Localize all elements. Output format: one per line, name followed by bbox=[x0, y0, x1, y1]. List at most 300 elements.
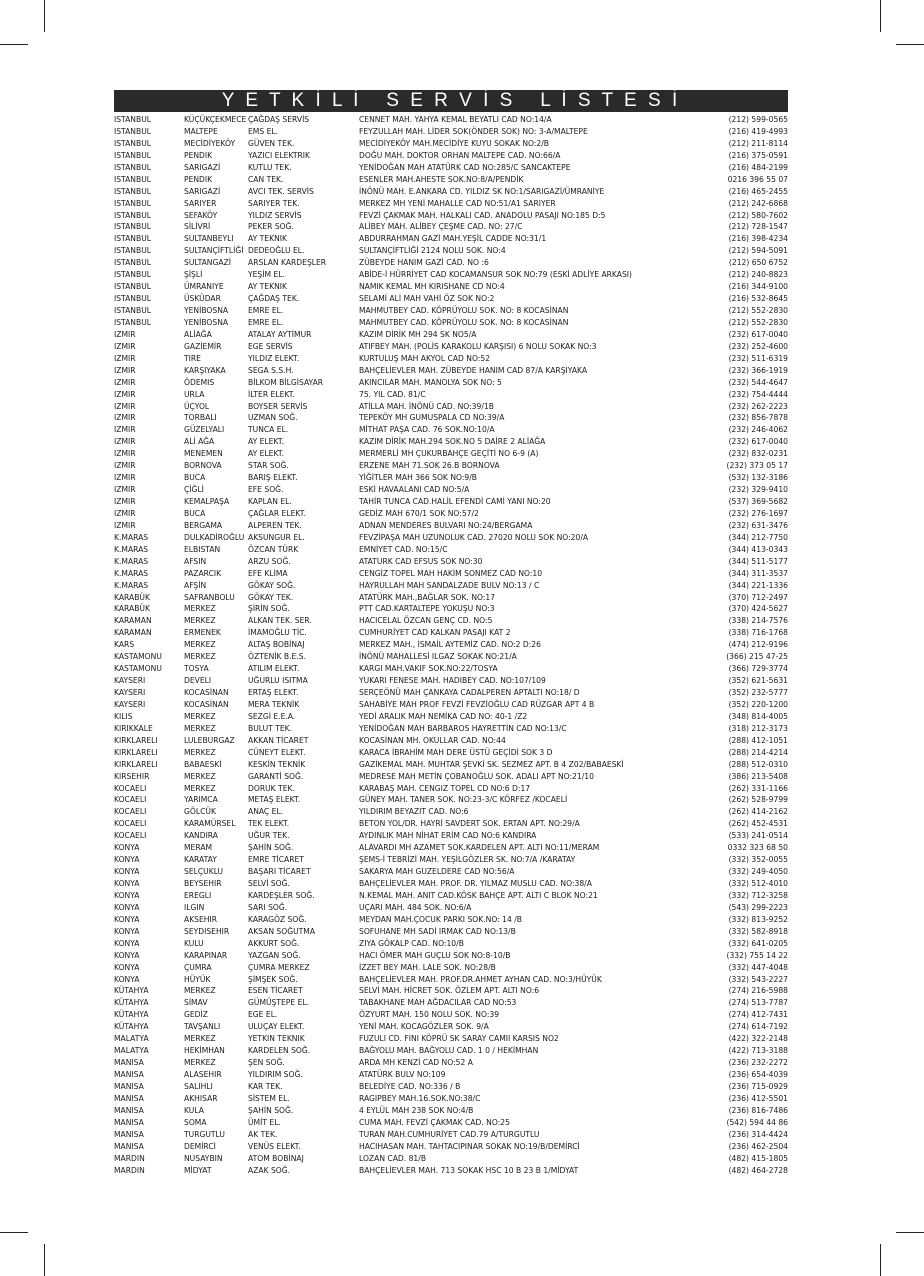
list-item bbox=[114, 592, 788, 604]
district-cell: KARAMÜRSEL bbox=[184, 819, 236, 829]
phone-cell: (216) 484-2199 bbox=[728, 162, 788, 172]
list-item bbox=[114, 1021, 788, 1033]
city-cell: MANISA bbox=[114, 1105, 144, 1115]
service-name-cell: EGE EL. bbox=[248, 1010, 278, 1020]
address-cell: TURAN MAH.CUMHURİYET CAD.79 A/TURGUTLU bbox=[359, 1129, 540, 1139]
phone-cell: (532) 132-3186 bbox=[728, 473, 788, 483]
address-cell: ESENLER MAH.AHESTE SOK.NO:8/A/PENDİK bbox=[359, 174, 524, 184]
list-item bbox=[114, 711, 788, 723]
phone-cell: (262) 528-9799 bbox=[728, 795, 788, 805]
phone-cell: (232) 511-6319 bbox=[728, 353, 788, 363]
district-cell: MERKEZ bbox=[184, 1058, 216, 1068]
service-name-cell: YAZICI ELEKTRIK bbox=[248, 150, 310, 160]
phone-cell: (232) 276-1697 bbox=[728, 508, 788, 518]
list-item bbox=[114, 914, 788, 926]
city-cell: MANISA bbox=[114, 1058, 144, 1068]
city-cell: KONYA bbox=[114, 879, 140, 888]
service-name-cell: EFE KLİMA bbox=[248, 568, 288, 578]
phone-cell: (232) 262-2223 bbox=[728, 401, 788, 411]
phone-cell: (344) 221-1336 bbox=[728, 580, 788, 590]
address-cell: YEDİ ARALIK MAH NEMİKA CAD NO: 40-1 /Z2 bbox=[359, 711, 528, 721]
city-cell: IZMIR bbox=[114, 413, 136, 423]
address-cell: GÜNEY MAH. TANER SOK. NO:23-3/C KÖRFEZ /KOCAELİ bbox=[359, 795, 568, 805]
address-cell: HACI ÖMER MAH GUÇLU SOK NO:8-10/B bbox=[359, 950, 511, 960]
district-cell: KARATAY bbox=[184, 855, 217, 865]
phone-cell: (232) 631-3476 bbox=[728, 520, 788, 530]
list-item bbox=[114, 377, 788, 389]
phone-cell: (236) 654-4039 bbox=[728, 1070, 788, 1079]
district-cell: TIRE bbox=[184, 353, 201, 363]
district-cell: YENİBOSNA bbox=[184, 306, 229, 315]
district-cell: HEKİMHAN bbox=[184, 1046, 225, 1056]
address-cell: MERKEZ MAH., İSMAİL AYTEMİZ CAD. NO:2 D:26 bbox=[359, 640, 541, 650]
district-cell: MERKEZ bbox=[184, 747, 216, 757]
city-cell: KIRKLARELI bbox=[114, 759, 158, 769]
service-name-cell: KARDELEN SOĞ. bbox=[248, 1046, 311, 1056]
phone-cell: (543) 299-2223 bbox=[728, 902, 788, 912]
service-name-cell: CAN TEK. bbox=[248, 174, 284, 184]
address-cell: BAHÇELİEVLER MAH. PROF.DR.AHMET AYHAN CAD. NO:3/HÜYÜK bbox=[359, 974, 602, 984]
city-cell: K.MARAS bbox=[114, 556, 149, 566]
address-cell: BAHÇELİEVLER MAH. 713 SOKAK HSC 10 B 23 B 1/MİDYAT bbox=[359, 1165, 579, 1175]
address-cell: AKINCILAR MAH. MANOLYA SOK NO: 5 bbox=[359, 377, 502, 387]
list-item bbox=[114, 1081, 788, 1093]
city-cell: KONYA bbox=[114, 843, 140, 853]
phone-cell: (262) 331-1166 bbox=[728, 783, 788, 793]
address-cell: GEDİZ MAH 670/1 SOK NO:57/2 bbox=[359, 508, 479, 518]
phone-cell: (212) 594-5091 bbox=[728, 246, 788, 256]
district-cell: SALIHLI bbox=[184, 1081, 213, 1091]
list-item bbox=[114, 866, 788, 878]
address-cell: KARABAŞ MAH. CENGIZ TOPEL CD NO:6 D:17 bbox=[359, 783, 531, 793]
phone-cell: (216) 465-2455 bbox=[728, 186, 788, 196]
address-cell: 75. YIL CAD. 81/C bbox=[359, 389, 426, 399]
service-name-cell: DEDEOĞLU EL. bbox=[248, 246, 305, 256]
city-cell: KÜTAHYA bbox=[114, 998, 149, 1008]
service-name-cell: TUNCA EL. bbox=[248, 425, 289, 435]
district-cell: KÜÇÜKÇEKMECE bbox=[184, 115, 247, 124]
district-cell: MERKEZ bbox=[184, 711, 216, 721]
list-item bbox=[114, 878, 788, 890]
list-item bbox=[114, 257, 788, 269]
address-cell: 4 EYLÜL MAH 238 SOK NO:4/B bbox=[359, 1105, 474, 1115]
list-item bbox=[114, 794, 788, 806]
phone-cell: (332) 755 14 22 bbox=[726, 950, 788, 960]
service-name-cell: AKKURT SOĞ. bbox=[248, 938, 300, 948]
city-cell: KONYA bbox=[114, 926, 140, 936]
phone-cell: (216) 375-0591 bbox=[728, 150, 788, 160]
list-item bbox=[114, 902, 788, 914]
list-item bbox=[114, 806, 788, 818]
service-name-cell: YAZGAN SOĞ. bbox=[248, 950, 301, 960]
city-cell: KOCAELI bbox=[114, 819, 147, 829]
district-cell: BABAESKİ bbox=[184, 759, 222, 769]
service-name-cell: ÇAĞDAŞ TEK. bbox=[248, 294, 300, 304]
district-cell: ERMENEK bbox=[184, 628, 221, 638]
list-item bbox=[114, 305, 788, 317]
district-cell: SAFRANBOLU bbox=[184, 592, 235, 602]
district-cell: ALİ AĞA bbox=[184, 437, 215, 447]
phone-cell: (344) 212-7750 bbox=[728, 532, 788, 542]
city-cell: IZMIR bbox=[114, 520, 136, 530]
address-cell: KARACA İBRAHİM MAH DERE ÜSTÜ GEÇİDİ SOK 3 D bbox=[359, 747, 553, 757]
phone-cell: (482) 464-2728 bbox=[728, 1165, 788, 1175]
district-cell: AFSIN bbox=[184, 556, 207, 566]
list-item bbox=[114, 341, 788, 353]
service-name-cell: EMRE TİCARET bbox=[248, 855, 304, 865]
city-cell: KARAMAN bbox=[114, 616, 152, 626]
city-cell: K.MARAS bbox=[114, 544, 149, 554]
phone-cell: (212) 211-8114 bbox=[728, 138, 788, 148]
phone-cell: (332) 813-9252 bbox=[728, 914, 788, 924]
district-cell: ALİAĞA bbox=[184, 329, 212, 339]
district-cell: SELÇUKLU bbox=[184, 867, 224, 877]
address-cell: MİTHAT PAŞA CAD. 76 SOK.NO:10/A bbox=[359, 425, 495, 435]
city-cell: KONYA bbox=[114, 855, 140, 865]
phone-cell: (422) 713-3188 bbox=[728, 1046, 788, 1056]
city-cell: KÜTAHYA bbox=[114, 1010, 149, 1020]
address-cell: BAHÇELİEVLER MAH. ZÜBEYDE HANIM CAD 87/A KARŞIYAKA bbox=[359, 365, 588, 375]
list-item bbox=[114, 1117, 788, 1129]
list-item bbox=[114, 233, 788, 245]
list-item bbox=[114, 771, 788, 783]
address-cell: İZZET BEY MAH. LALE SOK. NO:28/B bbox=[359, 962, 496, 972]
city-cell: ISTANBUL bbox=[114, 174, 151, 184]
district-cell: SEYDISEHIR bbox=[184, 926, 230, 936]
service-name-cell: ALTAŞ BOBİNAJ bbox=[248, 640, 305, 650]
address-cell: RAGIPBEY MAH.16.SOK.NO:38/C bbox=[359, 1093, 481, 1103]
district-cell: SULTANBEYLI bbox=[184, 234, 234, 244]
district-cell: BEYSEHIR bbox=[184, 879, 222, 888]
service-name-cell: YEŞİM EL. bbox=[248, 270, 285, 280]
service-name-cell: UĞURLU ISITMA bbox=[248, 676, 308, 686]
service-name-cell: EMS EL. bbox=[248, 126, 279, 136]
phone-cell: (332) 352-0055 bbox=[728, 855, 788, 865]
district-cell: ILGIN bbox=[184, 902, 205, 912]
address-cell: TEPEKÖY MH GUMUSPALA CD NO:39/A bbox=[359, 413, 505, 423]
address-cell: NAMIK KEMAL MH KIRISHANE CD NO:4 bbox=[359, 282, 505, 292]
district-cell: MENEMEN bbox=[184, 449, 223, 459]
list-item bbox=[114, 245, 788, 257]
phone-cell: (232) 754-4444 bbox=[728, 389, 788, 399]
address-cell: ALİBEY MAH. ALİBEY ÇEŞME CAD. NO: 27/C bbox=[359, 222, 523, 232]
city-cell: IZMIR bbox=[114, 485, 136, 495]
city-cell: KIRKLARELI bbox=[114, 747, 158, 757]
crop-mark bbox=[880, 0, 881, 32]
service-name-cell: ARZU SOĞ. bbox=[248, 556, 291, 566]
list-item bbox=[114, 150, 788, 162]
list-item bbox=[114, 221, 788, 233]
address-cell: MAHMUTBEY CAD. KÖPRÜYOLU SOK. NO: 8 KOCASİNAN bbox=[359, 317, 569, 327]
city-cell: ISTANBUL bbox=[114, 126, 151, 136]
service-name-cell: TEK ELEKT. bbox=[248, 819, 290, 829]
city-cell: KOCAELI bbox=[114, 795, 147, 805]
address-cell: BETON YOL/DR. HAYRİ SAVDERT SOK. ERTAN APT. NO:29/A bbox=[359, 819, 580, 829]
city-cell: IZMIR bbox=[114, 353, 136, 363]
phone-cell: (274) 614-7192 bbox=[728, 1022, 788, 1032]
list-item bbox=[114, 663, 788, 675]
address-cell: KARGI MAH.VAKIF SOK.NO:22/TOSYA bbox=[359, 664, 498, 674]
service-name-cell: VENÜS ELEKT. bbox=[248, 1141, 301, 1151]
list-item bbox=[114, 174, 788, 186]
service-name-cell: ATILIM ELEKT. bbox=[248, 664, 300, 674]
service-name-cell: SİSTEM EL. bbox=[248, 1093, 290, 1103]
list-item bbox=[114, 997, 788, 1009]
district-cell: MERKEZ bbox=[184, 1034, 216, 1044]
service-name-cell: KARAGÖZ SOĞ. bbox=[248, 914, 307, 924]
district-cell: TAVŞANLI bbox=[184, 1022, 221, 1032]
city-cell: ISTANBUL bbox=[114, 150, 151, 160]
service-name-cell: KAPLAN EL. bbox=[248, 497, 292, 506]
service-name-cell: ATALAY AYTİMUR bbox=[248, 329, 312, 339]
list-item bbox=[114, 186, 788, 198]
phone-cell: (236) 715-0929 bbox=[728, 1081, 788, 1091]
district-cell: MERKEZ bbox=[184, 640, 216, 650]
city-cell: MARDIN bbox=[114, 1165, 145, 1175]
address-cell: ADNAN MENDERES BULVARI NO:24/BERGAMA bbox=[359, 520, 533, 530]
phone-cell: (318) 212-3173 bbox=[728, 723, 788, 733]
service-name-cell: AZAK SOĞ. bbox=[248, 1165, 291, 1175]
service-name-cell: ÇUMRA MERKEZ bbox=[248, 962, 310, 972]
city-cell: MANISA bbox=[114, 1117, 144, 1127]
district-cell: SARIGAZİ bbox=[184, 186, 221, 196]
service-list-sheet bbox=[114, 90, 788, 1176]
city-cell: MANISA bbox=[114, 1070, 144, 1079]
phone-cell: (262) 414-2162 bbox=[728, 807, 788, 817]
district-cell: MERKEZ bbox=[184, 604, 216, 614]
city-cell: IZMIR bbox=[114, 425, 136, 435]
service-name-cell: BARIŞ ELEKT. bbox=[248, 473, 298, 483]
address-cell: AYDINLIK MAH NİHAT ERİM CAD NO:6 KANDIRA bbox=[359, 831, 537, 841]
district-cell: SARIYER bbox=[184, 198, 217, 208]
city-cell: KONYA bbox=[114, 950, 140, 960]
address-cell: YENİ MAH. KOCAGÖZLER SOK. 9/A bbox=[359, 1022, 489, 1032]
city-cell: MANISA bbox=[114, 1093, 144, 1103]
list-item bbox=[114, 675, 788, 687]
phone-cell: (212) 240-8823 bbox=[728, 270, 788, 280]
city-cell: MALATYA bbox=[114, 1046, 149, 1056]
phone-cell: (288) 214-4214 bbox=[728, 747, 788, 757]
district-cell: MERKEZ bbox=[184, 616, 216, 626]
address-cell: ZÜBEYDE HANIM GAZİ CAD. NO :6 bbox=[359, 258, 489, 268]
address-cell: KAZIM DİRİK MAH.294 SOK.NO 5 DAİRE 2 ALİAĞA bbox=[359, 437, 546, 447]
service-name-cell: SARIYER TEK. bbox=[248, 198, 300, 208]
address-cell: SAHABİYE MAH PROF FEVZİ FEVZİOĞLU CAD RÜZGAR APT 4 B bbox=[359, 699, 595, 709]
district-cell: DEVELI bbox=[184, 676, 212, 686]
district-cell: SEFAKÖY bbox=[184, 210, 218, 220]
service-name-cell: UZMAN SOĞ. bbox=[248, 413, 298, 423]
address-cell: ABİDE-İ HÜRRİYET CAD KOCAMANSUR SOK NO:79 (ESKİ ADLİYE ARKASI) bbox=[359, 270, 632, 280]
address-cell: KOCASİNAN MH. OKULLAR CAD. NO:44 bbox=[359, 735, 506, 745]
city-cell: KARAMAN bbox=[114, 628, 152, 638]
district-cell: SULTANÇİFTLİĞİ bbox=[184, 246, 244, 256]
city-cell: MARDIN bbox=[114, 1153, 145, 1163]
service-name-cell: UĞUR TEK. bbox=[248, 831, 290, 841]
list-item bbox=[114, 126, 788, 138]
service-name-cell: ERTAŞ ELEKT. bbox=[248, 688, 299, 697]
list-item bbox=[114, 532, 788, 544]
address-cell: SAKARYA MAH GUZELDERE CAD NO:56/A bbox=[359, 867, 515, 877]
city-cell: KARABÜK bbox=[114, 592, 150, 602]
list-item bbox=[114, 580, 788, 592]
list-item bbox=[114, 926, 788, 938]
district-cell: GEDİZ bbox=[184, 1010, 208, 1020]
service-name-cell: BAŞARI TİCARET bbox=[248, 867, 311, 877]
phone-cell: (232) 832-0231 bbox=[728, 449, 788, 459]
district-cell: AFŞİN bbox=[184, 580, 207, 590]
city-cell: KÜTAHYA bbox=[114, 1022, 149, 1032]
city-cell: KONYA bbox=[114, 890, 140, 900]
list-item bbox=[114, 603, 788, 615]
list-item bbox=[114, 448, 788, 460]
phone-cell: (542) 594 44 86 bbox=[726, 1117, 788, 1127]
city-cell: IZMIR bbox=[114, 365, 136, 375]
address-cell: UÇARI MAH. 484 SOK. NO:6/A bbox=[359, 902, 472, 912]
district-cell: SARIGAZİ bbox=[184, 162, 221, 172]
address-cell: FEVZİ ÇAKMAK MAH. HALKALI CAD. ANADOLU PASAJI NO:185 D:5 bbox=[359, 210, 606, 220]
district-cell: SOMA bbox=[184, 1117, 207, 1127]
list-item bbox=[114, 699, 788, 711]
list-item bbox=[114, 1009, 788, 1021]
city-cell: KÜTAHYA bbox=[114, 986, 149, 996]
city-cell: KONYA bbox=[114, 902, 140, 912]
service-name-cell: AY TEKNIK bbox=[248, 282, 287, 292]
phone-cell: (338) 214-7576 bbox=[728, 616, 788, 626]
list-item bbox=[114, 783, 788, 795]
phone-cell: (232) 373 05 17 bbox=[726, 461, 788, 471]
phone-cell: (232) 366-1919 bbox=[728, 365, 788, 375]
phone-cell: (348) 814-4005 bbox=[728, 711, 788, 721]
list-item bbox=[114, 1165, 788, 1177]
district-cell: LULEBURGAZ bbox=[184, 735, 235, 745]
list-item bbox=[114, 281, 788, 293]
service-name-cell: BULUT TEK. bbox=[248, 723, 293, 733]
service-name-cell: İMAMOĞLU TİC. bbox=[248, 628, 307, 638]
city-cell: ISTANBUL bbox=[114, 306, 151, 315]
district-cell: ALASEHIR bbox=[184, 1070, 222, 1079]
city-cell: IZMIR bbox=[114, 461, 136, 471]
service-name-cell: BİLKOM BİLGİSAYAR bbox=[248, 377, 324, 387]
list-item bbox=[114, 1153, 788, 1165]
service-name-cell: GÜVEN TEK. bbox=[248, 138, 295, 148]
city-cell: ISTANBUL bbox=[114, 198, 151, 208]
address-cell: SOFUHANE MH SADİ IRMAK CAD NO:13/B bbox=[359, 926, 516, 936]
district-cell: GÜZELYALI bbox=[184, 425, 225, 435]
list-item bbox=[114, 890, 788, 902]
city-cell: MALATYA bbox=[114, 1034, 149, 1044]
phone-cell: (232) 544-4647 bbox=[728, 377, 788, 387]
list-item bbox=[114, 484, 788, 496]
address-cell: KAZIM DİRİK MH 294 SK NO5/A bbox=[359, 329, 477, 339]
list-item bbox=[114, 1045, 788, 1057]
district-cell: PENDIK bbox=[184, 150, 213, 160]
city-cell: IZMIR bbox=[114, 473, 136, 483]
city-cell: KAYSERI bbox=[114, 699, 146, 709]
list-item bbox=[114, 401, 788, 413]
address-cell: ABDURRAHMAN GAZİ MAH.YEŞİL CADDE NO:31/1 bbox=[359, 234, 547, 244]
service-name-cell: ŞİMŞEK SOĞ. bbox=[248, 974, 298, 984]
phone-cell: (352) 232-5777 bbox=[728, 688, 788, 697]
phone-cell: (212) 580-7602 bbox=[728, 210, 788, 220]
district-cell: ÜÇYOL bbox=[184, 401, 210, 411]
phone-cell: (274) 513-7787 bbox=[728, 998, 788, 1008]
crop-mark bbox=[896, 44, 924, 45]
address-cell: İNÖNÜ MAHALLESİ ILGAZ SOKAK NO:21/A bbox=[359, 652, 517, 662]
list-item bbox=[114, 162, 788, 174]
crop-mark bbox=[0, 1232, 28, 1233]
list-item bbox=[114, 627, 788, 639]
list-item bbox=[114, 1069, 788, 1081]
service-name-cell: AY TEKNIK bbox=[248, 234, 287, 244]
district-cell: URLA bbox=[184, 389, 205, 399]
crop-mark bbox=[880, 1244, 881, 1276]
list-item bbox=[114, 723, 788, 735]
address-cell: YENİDOĞAN MAH ATATÜRK CAD NO:285/C SANCAKTEPE bbox=[359, 162, 571, 172]
district-cell: PENDIK bbox=[184, 174, 213, 184]
phone-cell: (232) 856-7878 bbox=[728, 413, 788, 423]
list-item bbox=[114, 556, 788, 568]
list-item bbox=[114, 293, 788, 305]
city-cell: IZMIR bbox=[114, 329, 136, 339]
address-cell: ATATURK CAD EFSUS SOK NO:30 bbox=[359, 556, 483, 566]
list-item bbox=[114, 424, 788, 436]
phone-cell: (338) 716-1768 bbox=[728, 628, 788, 638]
city-cell: MANISA bbox=[114, 1141, 144, 1151]
district-cell: BERGAMA bbox=[184, 520, 223, 530]
phone-cell: (370) 712-2497 bbox=[728, 592, 788, 602]
crop-mark bbox=[0, 44, 28, 45]
address-cell: FUZULI CD. FINI KÖPRÜ SK SARAY CAMII KARSIS NO2 bbox=[359, 1034, 559, 1044]
city-cell: ISTANBUL bbox=[114, 186, 151, 196]
list-item bbox=[114, 962, 788, 974]
district-cell: BORNOVA bbox=[184, 461, 222, 471]
city-cell: ISTANBUL bbox=[114, 222, 151, 232]
service-name-cell: ŞEN SOĞ. bbox=[248, 1058, 285, 1068]
list-item bbox=[114, 854, 788, 866]
service-name-cell: ÖZTENİK B.E.S. bbox=[248, 652, 306, 662]
district-cell: NUSAYBIN bbox=[184, 1153, 223, 1163]
address-cell: MEYDAN MAH.ÇOCUK PARKI SOK.NO: 14 /B bbox=[359, 914, 522, 924]
address-cell: SERÇEÖNÜ MAH ÇANKAYA CADALPEREN APTALTI NO:18/ D bbox=[359, 688, 580, 697]
service-name-cell: EGE SERVİS bbox=[248, 341, 293, 351]
address-cell: FEYZULLAH MAH. LİDER SOK(ÖNDER SOK) NO: 3-A/MALTEPE bbox=[359, 126, 588, 136]
list-item bbox=[114, 353, 788, 365]
city-cell: ISTANBUL bbox=[114, 282, 151, 292]
phone-cell: (386) 213-5408 bbox=[728, 771, 788, 781]
list-item bbox=[114, 317, 788, 329]
city-cell: K.MARAS bbox=[114, 568, 149, 578]
service-list bbox=[114, 114, 788, 1176]
address-cell: YENİDOĞAN MAH BARBAROS HAYRETTİN CAD NO:13/C bbox=[359, 723, 567, 733]
service-name-cell: AVCI TEK. SERVİS bbox=[248, 186, 314, 196]
list-item bbox=[114, 472, 788, 484]
city-cell: KOCAELI bbox=[114, 807, 147, 817]
address-cell: SELAMİ ALİ MAH VAHİ ÖZ SOK NO:2 bbox=[359, 294, 495, 304]
phone-cell: (352) 220-1200 bbox=[728, 699, 788, 709]
district-cell: TURGUTLU bbox=[184, 1129, 225, 1139]
district-cell: MALTEPE bbox=[184, 126, 218, 136]
phone-cell: (212) 552-2830 bbox=[728, 306, 788, 315]
phone-cell: (216) 398-4234 bbox=[728, 234, 788, 244]
address-cell: SULTANÇİFTLİĞİ 2124 NOLU SOK. NO:4 bbox=[359, 246, 506, 256]
district-cell: ÜMRANIYE bbox=[184, 282, 224, 292]
address-cell: CUMHURİYET CAD KALKAN PASAJI KAT 2 bbox=[359, 628, 511, 638]
service-name-cell: KUTLU TEK. bbox=[248, 162, 292, 172]
district-cell: KARŞIYAKA bbox=[184, 365, 226, 375]
address-cell: YILDIRIM BEYAZIT CAD. NO:6 bbox=[359, 807, 469, 817]
phone-cell: (236) 314-4424 bbox=[728, 1129, 788, 1139]
service-name-cell: ŞAHİN SOĞ. bbox=[248, 843, 294, 853]
